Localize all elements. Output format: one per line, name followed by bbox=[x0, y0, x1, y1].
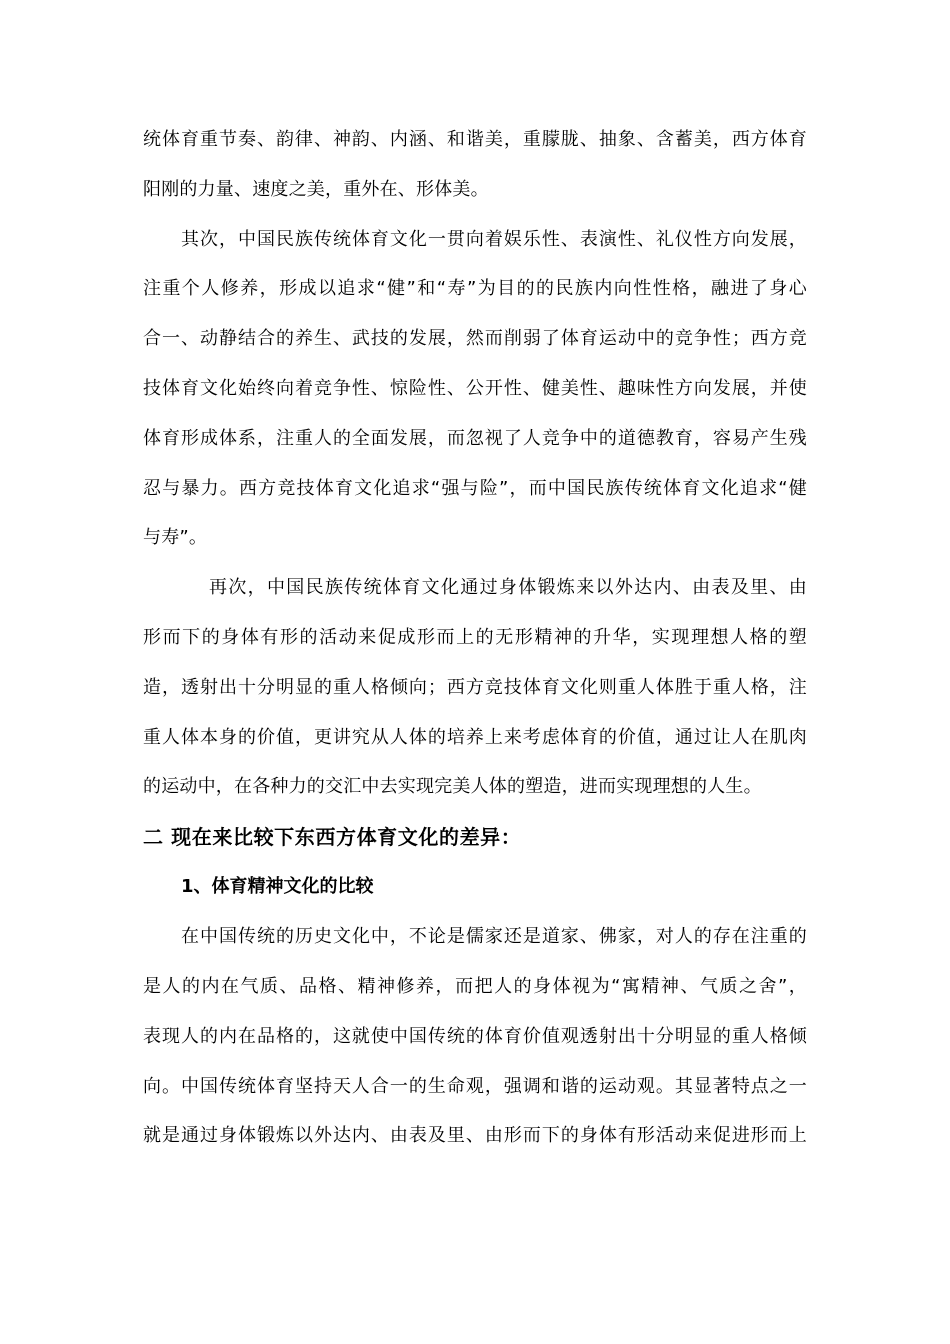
text-line: 技体育文化始终向着竞争性、惊险性、公开性、健美性、趣味性方向发展，并使 bbox=[143, 377, 807, 399]
text-line: 在中国传统的历史文化中，不论是儒家还是道家、佛家，对人的存在注重的 bbox=[181, 926, 807, 948]
text-line: 其次，中国民族传统体育文化一贯向着娱乐性、表演性、礼仪性方向发展， bbox=[181, 228, 807, 250]
text-line: 重人体本身的价值，更讲究从人体的培养上来考虑体育的价值，通过让人在肌肉 bbox=[143, 726, 807, 748]
subsection-heading: 1、体育精神文化的比较 bbox=[181, 876, 374, 898]
text-line: 造，透射出十分明显的重人格倾向；西方竞技体育文化则重人体胜于重人格，注 bbox=[143, 676, 807, 698]
text-line: 表现人的内在品格的，这就使中国传统的体育价值观透射出十分明显的重人格倾 bbox=[143, 1025, 807, 1047]
text-line: 是人的内在气质、品格、精神修养，而把人的身体视为“寓精神、气质之舍”， bbox=[143, 975, 807, 997]
paragraph-2 bbox=[143, 215, 807, 564]
text-line: 阳刚的力量、速度之美，重外在、形体美。 bbox=[143, 178, 489, 200]
text-line: 忍与暴力。西方竞技体育文化追求“强与险”，而中国民族传统体育文化追求“健 bbox=[143, 477, 807, 499]
text-line: 向。中国传统体育坚持天人合一的生命观，强调和谐的运动观。其显著特点之一 bbox=[143, 1075, 807, 1097]
text-line: 就是通过身体锻炼以外达内、由表及里、由形而下的身体有形活动来促进形而上 bbox=[143, 1125, 807, 1147]
text-line: 体育形成体系，注重人的全面发展，而忽视了人竞争中的道德教育，容易产生残 bbox=[143, 427, 807, 449]
text-line: 形而下的身体有形的活动来促成形而上的无形精神的升华，实现理想人格的塑 bbox=[143, 626, 807, 648]
text-line: 的运动中，在各种力的交汇中去实现完美人体的塑造，进而实现理想的人生。 bbox=[143, 776, 762, 798]
text-line: 注重个人修养，形成以追求“健”和“寿”为目的的民族内向性性格，融进了身心 bbox=[143, 278, 807, 300]
paragraph-4 bbox=[143, 912, 807, 1161]
paragraph-1 bbox=[143, 115, 807, 215]
section-heading: 二 现在来比较下东西方体育文化的差异： bbox=[143, 825, 522, 850]
text-line: 统体育重节奏、韵律、神韵、内涵、和谐美，重朦胧、抽象、含蓄美，西方体育 bbox=[143, 129, 807, 150]
document-body bbox=[143, 115, 807, 1161]
text-line: 再次，中国民族传统体育文化通过身体锻炼来以外达内、由表及里、由 bbox=[209, 577, 807, 599]
text-line: 与寿”。 bbox=[143, 527, 208, 549]
paragraph-3 bbox=[143, 563, 807, 812]
text-line: 合一、动静结合的养生、武技的发展，然而削弱了体育运动中的竞争性；西方竞 bbox=[143, 328, 807, 350]
